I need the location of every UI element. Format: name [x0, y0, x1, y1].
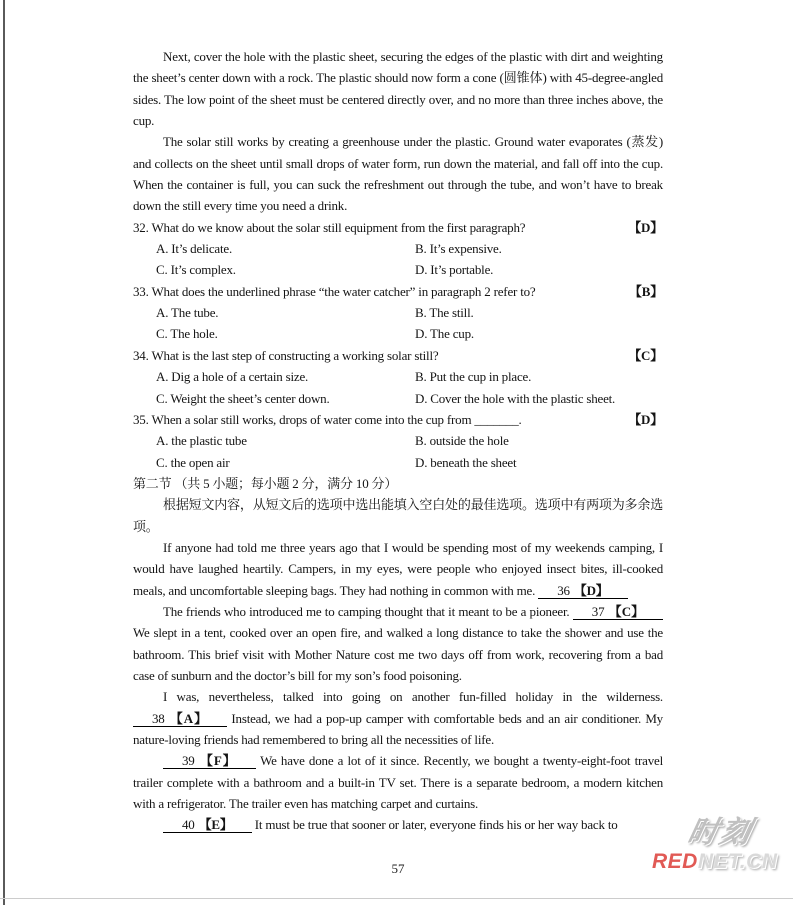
question-number: 32. [133, 219, 149, 235]
cloze-paragraph-5 [133, 814, 663, 835]
watermark-red-text: RED [652, 850, 698, 873]
blank-answer: 【A】 [168, 710, 209, 726]
blank-answer: 【C】 [608, 603, 644, 619]
question-text [133, 345, 438, 366]
cloze-text: It must be true that sooner or later, everyone finds his or her way back to [254, 817, 618, 833]
cloze-text: The friends who introduced me to camping thought that it meant to be a pioneer. [163, 603, 570, 619]
question-number: 34. [133, 347, 149, 363]
blank-36 [538, 583, 627, 599]
answer-marker: 【B】 [628, 283, 663, 299]
blank-number: 39 [182, 753, 195, 769]
options-grid [133, 302, 663, 345]
cloze-paragraph-2 [133, 601, 663, 686]
answer-marker: 【C】 [628, 347, 663, 363]
question-33 [133, 281, 663, 345]
blank-number: 40 [182, 817, 195, 833]
question-number: 35. [133, 411, 149, 427]
option-a: A. The tube. [156, 305, 219, 321]
option-b: B. Put the cup in place. [415, 369, 532, 385]
page-bottom-rule [0, 898, 793, 899]
section-2-instructions: 根据短文内容，从短文后的选项中选出能填入空白处的最佳选项。选项中有两项为多余选项。 [133, 497, 663, 534]
question-text [133, 409, 522, 430]
option-c: C. Weight the sheet’s center down. [156, 390, 330, 406]
page-number: 57 [391, 861, 405, 876]
question-text [133, 281, 535, 302]
question-stem: When a solar still works, drops of water come into the cup from _______. [151, 411, 522, 427]
blank-number: 36 [557, 582, 570, 598]
question-34 [133, 345, 663, 409]
option-a: A. It’s delicate. [156, 241, 233, 257]
blank-39 [163, 753, 256, 769]
option-c: C. It’s complex. [156, 262, 236, 278]
blank-40 [163, 817, 252, 833]
option-a: A. the plastic tube [156, 433, 247, 449]
watermark [640, 816, 790, 874]
cloze-paragraph-1 [133, 537, 663, 601]
option-b: B. The still. [415, 305, 474, 321]
option-a: A. Dig a hole of a certain size. [156, 369, 309, 385]
question-number: 33. [133, 283, 149, 299]
option-d: D. It’s portable. [415, 262, 494, 278]
options-grid [133, 430, 663, 473]
answer-marker: 【D】 [628, 219, 663, 235]
cloze-paragraph-3 [133, 686, 663, 750]
options-grid [133, 238, 663, 281]
cloze-text: We have done a lot of it since. Recently, we bought a twenty-eight-foot travel trailer complete with a bathroom and a built-in TV set. There is a separate bedroom, a modern kitchen with a refrigerator. The trailer even has matching carpet and curtains. [133, 753, 663, 812]
question-32 [133, 217, 663, 281]
cloze-text: Instead, we had a pop-up camper with comfortable beds and an air conditioner. My nature-loving friends had remembered to bring all the necessities of life. [133, 710, 663, 747]
section-2-heading: 第二节 （共 5 小题；每小题 2 分，满分 10 分） [133, 475, 398, 491]
page-content [133, 46, 663, 836]
blank-answer: 【D】 [573, 582, 609, 598]
blank-number: 37 [591, 603, 605, 619]
blank-answer: 【F】 [198, 753, 237, 769]
question-line [133, 281, 663, 302]
blank-37 [573, 604, 663, 620]
cloze-paragraph-4 [133, 750, 663, 814]
cloze-text: If anyone had told me three years ago that I would be spending most of my weekends camping, I would have laughed heartily. Campers, in my eyes, were people who enjoyed insect bites, ill-cooked meals, and uncomfortable sleeping bags. They had nothing in common with me. [133, 539, 663, 598]
option-b: B. It’s expensive. [415, 241, 502, 257]
question-35 [133, 409, 663, 473]
question-stem: What do we know about the solar still equipment from the first paragraph? [151, 219, 526, 235]
cloze-text: We slept in a tent, cooked over an open fire, and walked a long distance to take the shower and use the bathroom. This brief visit with Mother Nature cost me two days off from work, recovering from a bad case of sunburn and the doctor’s bill for my son’s food poisoning. [133, 625, 663, 683]
question-text [133, 217, 525, 238]
blank-number: 38 [152, 710, 165, 726]
question-stem: What is the last step of constructing a working solar still? [151, 347, 439, 363]
watermark-cn-logo: 时刻 [684, 816, 756, 849]
passage-paragraph-2: The solar still works by creating a greenhouse under the plastic. Ground water evaporates (蒸发) and collects on the sheet until small drops of water form, run down the material, and fall off into the cup. When the container is full, you can suck the refreshment out through the tube, and won’t have to break down the still every time you need a drink. [133, 134, 663, 214]
question-line [133, 409, 663, 430]
options-grid [133, 366, 663, 409]
question-stem: What does the underlined phrase “the water catcher” in paragraph 2 refer to? [151, 283, 536, 299]
watermark-gray-text: NET.CN [697, 850, 778, 873]
blank-38 [133, 711, 227, 727]
question-line [133, 217, 663, 238]
blank-answer: 【E】 [198, 817, 233, 833]
cloze-text: I was, nevertheless, talked into going on another fun-filled holiday in the wilderness. [163, 689, 663, 705]
option-d: D. beneath the sheet [415, 454, 517, 470]
watermark-site-logo [652, 850, 790, 874]
option-b: B. outside the hole [415, 433, 509, 449]
option-d: D. The cup. [415, 326, 474, 342]
page-left-border [3, 0, 5, 905]
question-line [133, 345, 663, 366]
option-d: D. Cover the hole with the plastic sheet. [415, 390, 616, 406]
option-c: C. the open air [156, 454, 230, 470]
passage-paragraph-1: Next, cover the hole with the plastic sheet, securing the edges of the plastic with dirt and weighting the sheet’s center down with a rock. The plastic should now form a cone (圆锥体) with 45-degree-angled sides. The low point of the sheet must be centered directly over, and no more than three inches above, the cup. [133, 49, 663, 129]
option-c: C. The hole. [156, 326, 218, 342]
answer-marker: 【D】 [628, 411, 663, 427]
